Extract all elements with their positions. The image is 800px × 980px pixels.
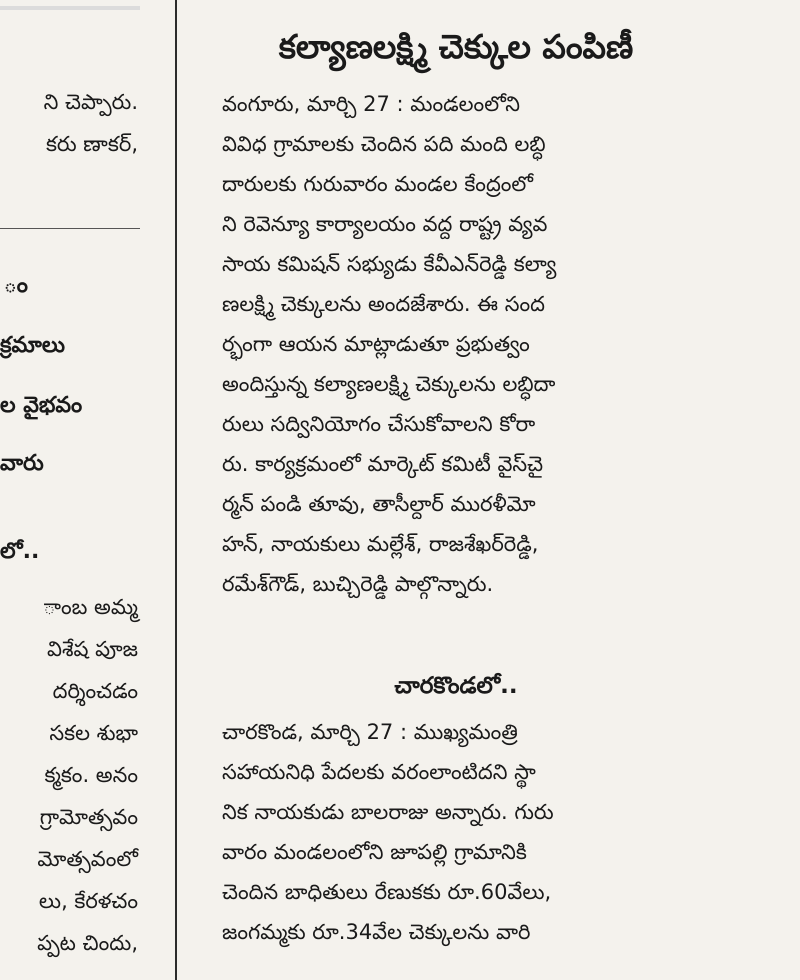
left-text-line: ని చెప్పారు. [43,90,138,114]
left-heading-line: వారు [0,451,44,476]
article-paragraph-2 [222,712,690,952]
column-divider [175,0,177,980]
left-text-line: కరు ణాకర్, [45,132,138,156]
article [222,0,690,980]
article-line: సహాయనిధి పేదలకు వరంలాంటిదని స్థా [222,760,536,784]
article-line: రులు సద్వినియోగం చేసుకోవాలని కోరా [222,412,536,436]
article-line: వివిధ గ్రామాలకు చెందిన పది మంది లబ్ధి [222,132,546,156]
left-body-line: ప్పట చిందు, [37,931,138,955]
left-body-line: ాంబ అమ్మ [43,595,138,619]
article-line: సాయ కమిషన్ సభ్యుడు కేవీఎన్‌రెడ్డి కల్యా [222,252,557,276]
article-headline: కల్యాణలక్ష్మి చెక్కుల పంపిణీ [278,27,634,66]
article-paragraph-1 [222,84,690,604]
article-line: చెందిన బాధితులు రేణుకకు రూ.60వేలు, [222,880,552,904]
left-column [0,0,150,980]
left-body-line: సకల శుభా [49,721,138,745]
article-line: అందిస్తున్న కల్యాణలక్ష్మి చెక్కులను లబ్ధిదా [222,372,556,396]
article-line: రమేశ్‌గౌడ్, బుచ్చిరెడ్డి పాల్గొన్నారు. [222,572,494,596]
left-body-line: గ్రామోత్సవం [39,805,138,829]
article-line: ర్మన్ పండి తూవు, తాసీల్దార్ మురళీమో [222,492,536,516]
article-line: దారులకు గురువారం మండల కేంద్రంలో [222,172,534,196]
left-body-line: దర్శించడం [52,679,138,703]
article-line: వంగూరు, మార్చి 27 : మండలంలోని [222,92,521,116]
left-top-rule [0,6,140,10]
left-heading-line: క్రమాలు [0,333,66,358]
article-line: ర్భంగా ఆయన మాట్లాడుతూ ప్రభుత్వం [222,332,530,356]
article-line: చారకొండ, మార్చి 27 : ముఖ్యమంత్రి [222,720,518,744]
left-heading-line: ం [4,273,28,298]
article-line: ణలక్ష్మి చెక్కులను అందజేశారు. ఈ సంద [222,292,545,316]
left-heading-line: ల వైభవం [0,393,83,418]
article-line: జంగమ్మకు రూ.34వేల చెక్కులను వారి [222,920,531,944]
left-body-line: మోత్సవంలో [37,847,138,871]
article-line: నిక నాయకుడు బాలరాజు అన్నారు. గురు [222,800,554,824]
left-body-line: విశేష పూజ [47,637,138,661]
left-body-line: క్మకం. అనం [44,763,138,787]
left-subheading: లో.. [0,539,40,564]
article-line: వారం మండలంలోని జూపల్లి గ్రామానికి [222,840,527,864]
left-divider-rule [0,228,140,229]
article-line: హన్, నాయకులు మల్లేశ్, రాజశేఖర్‌రెడ్డి, [222,532,539,556]
article-line: ని రెవెన్యూ కార్యాలయం వద్ద రాష్ట్ర వ్యవ [222,212,548,236]
article-subheading: చారకొండలో.. [394,673,518,699]
left-body-line: లు, కేరళచం [38,889,138,913]
article-line: రు. కార్యక్రమంలో మార్కెట్ కమిటీ వైస్‌చై [222,452,544,476]
